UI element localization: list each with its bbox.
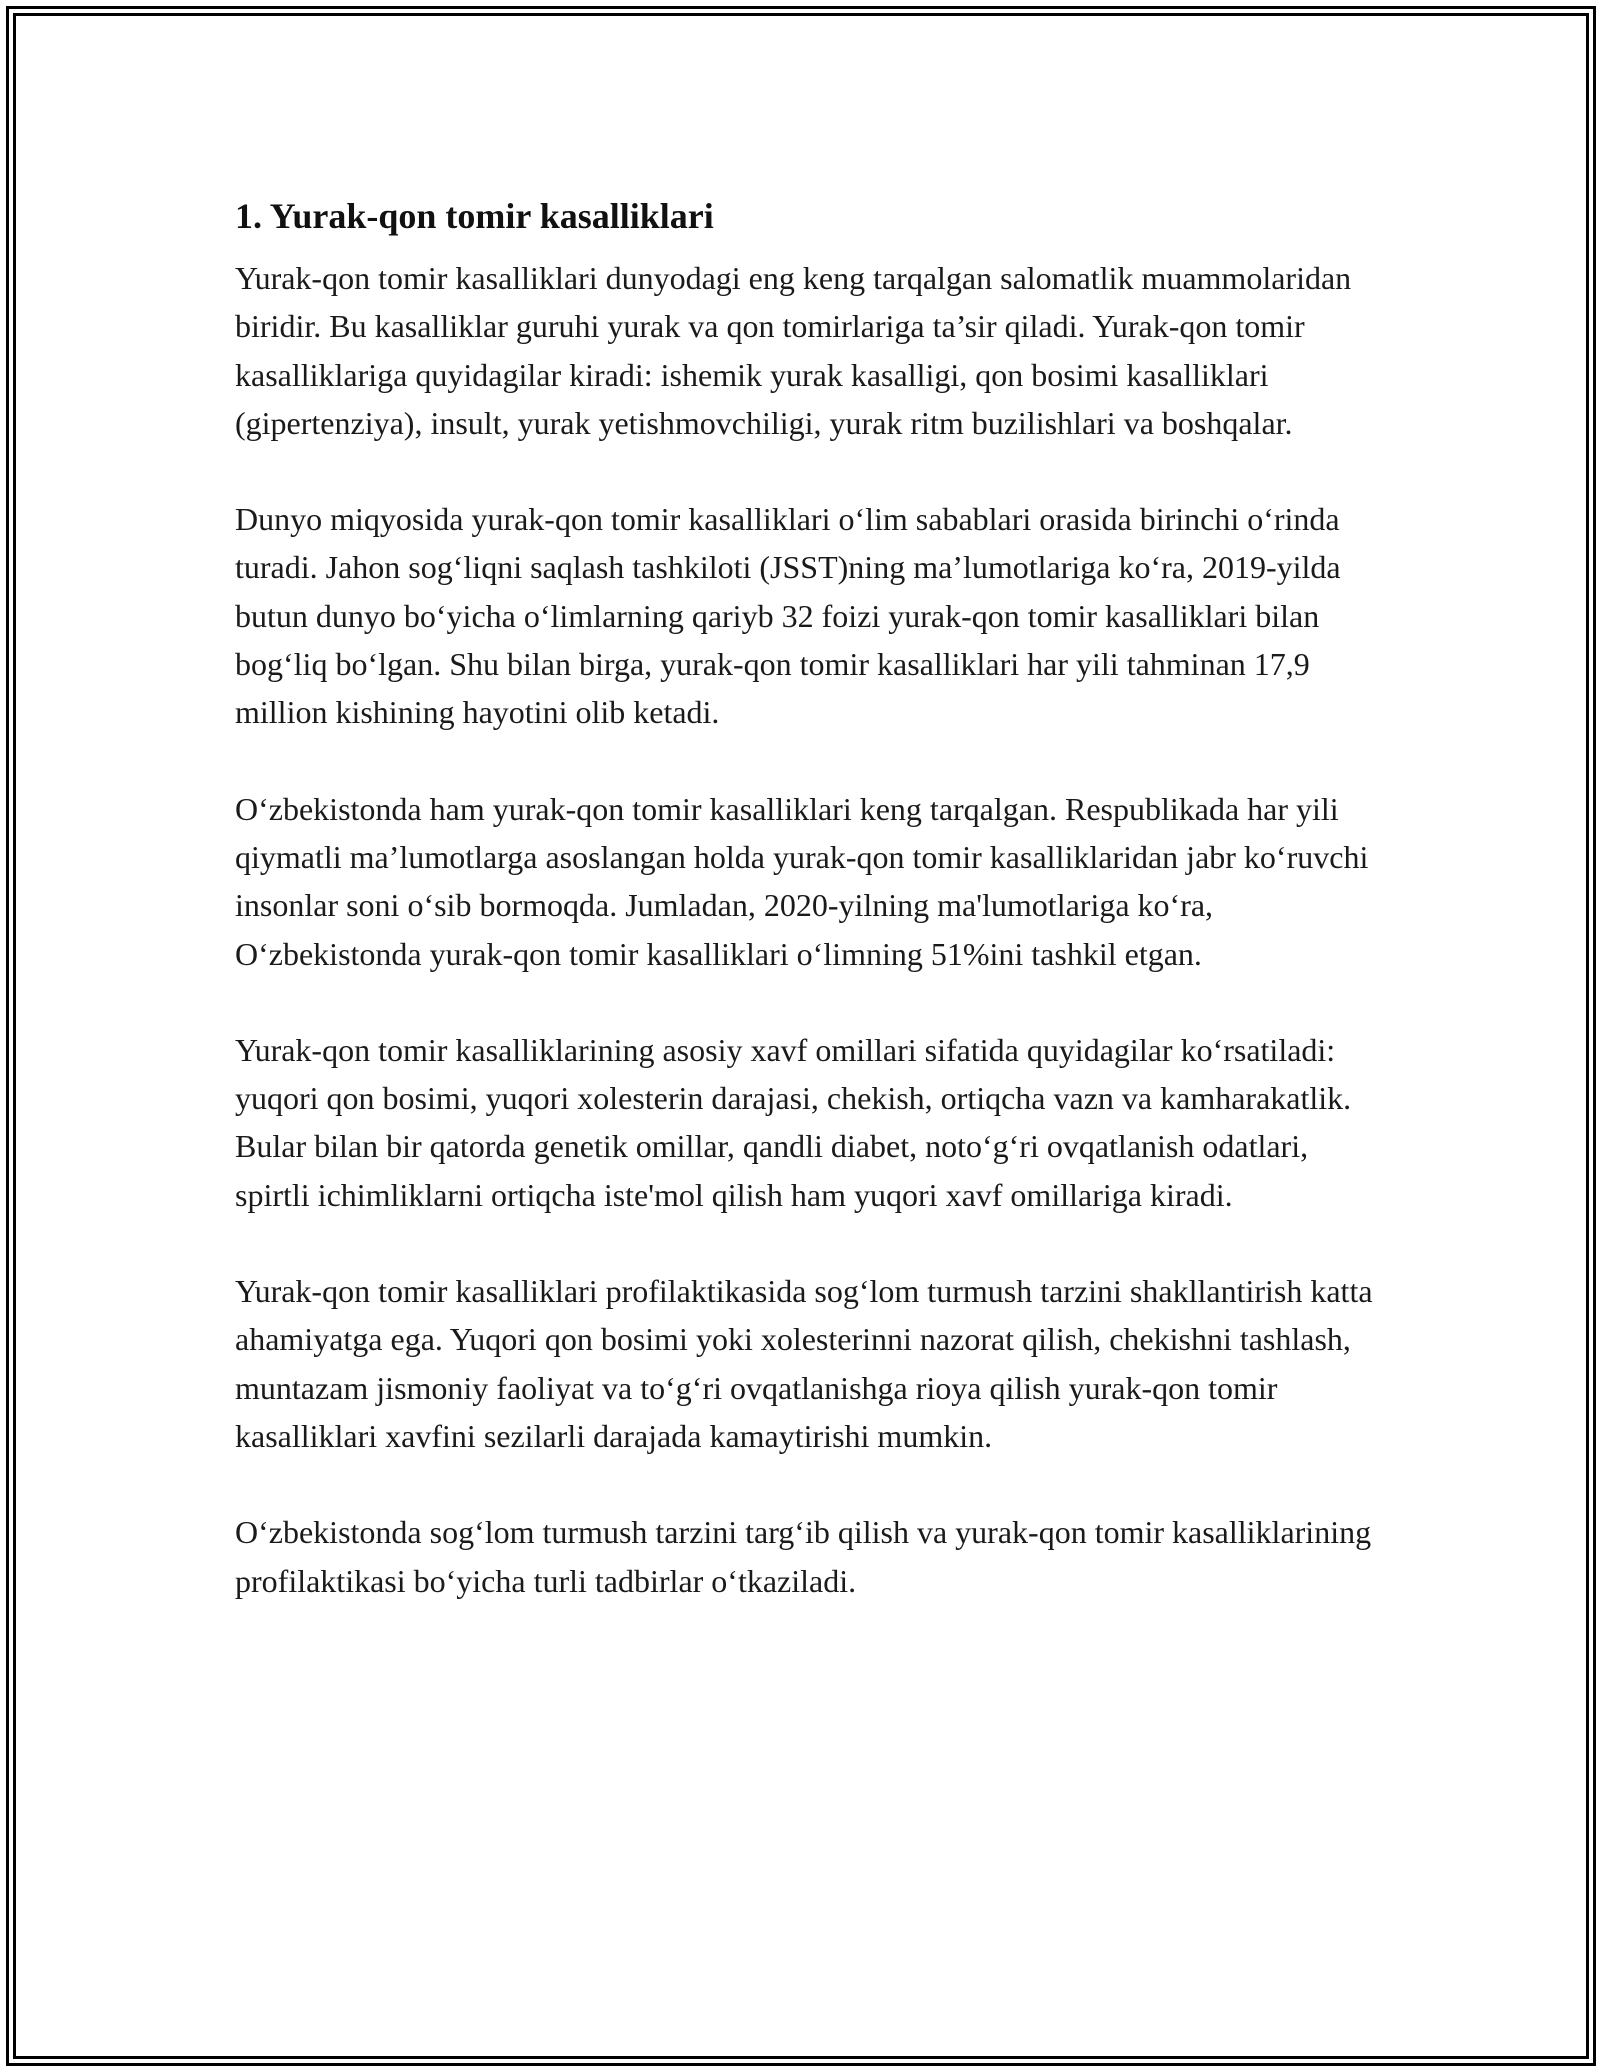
paragraph-intro: Yurak-qon tomir kasalliklari dunyodagi eng keng tarqalgan salomatlik muammolaridan biridir. Bu kasalliklar guruhi yurak va qon tomirlariga ta’sir qiladi. Yurak-qon tomir kasalliklariga quyidagilar kiradi: ishemik yurak kasalligi, qon bosimi kasalliklari (gipertenziya), insult, yurak yetishmovchiligi, yurak ritm buzilishlari va boshqalar. bbox=[235, 260, 1352, 441]
paragraph-activities: O‘zbekistonda sog‘lom turmush tarzini targ‘ib qilish va yurak-qon tomir kasalliklarining profilaktikasi bo‘yicha turli tadbirlar o‘tkaziladi. bbox=[235, 1514, 1372, 1599]
paragraph-risk-factors: Yurak-qon tomir kasalliklarining asosiy xavf omillari sifatida quyidagilar ko‘rsatiladi: yuqori qon bosimi, yuqori xolesterin darajasi, chekish, ortiqcha vazn va kamharakatlik. Bular bilan bir qatorda genetik omillar, qandli diabet, noto‘g‘ri ovqatlanish odatlari, spirtli ichimliklarni ortiqcha iste'mol qilish ham yuqori xavf omillariga kiradi. bbox=[235, 1031, 1352, 1213]
paragraph-prevention: Yurak-qon tomir kasalliklari profilaktikasida sog‘lom turmush tarzini shakllantirish katta ahamiyatga ega. Yuqori qon bosimi yoki xolesterinni nazorat qilish, chekishni tashlash, muntazam jismoniy faoliyat va to‘g‘ri ovqatlanishga rioya qilish yurak-qon tomir kasalliklari xavfini sezilarli darajada kamaytirishi mumkin. bbox=[235, 1273, 1373, 1454]
paragraph-global-statistics: Dunyo miqyosida yurak-qon tomir kasalliklari o‘lim sabablari orasida birinchi o‘rinda turadi. Jahon sog‘liqni saqlash tashkiloti (JSST)ning ma’lumotlariga ko‘ra, 2019-yilda butun dunyo bo‘yicha o‘limlarning qariyb 32 foizi yurak-qon tomir kasalliklari bilan bog‘liq bo‘lgan. Shu bilan birga, yurak-qon tomir kasalliklari har yili tahminan 17,9 million kishining hayotini olib ketadi. bbox=[235, 501, 1341, 731]
section-heading: 1. Yurak-qon tomir kasalliklari bbox=[235, 196, 714, 236]
document-body bbox=[235, 180, 1380, 1653]
paragraph-uzbekistan-statistics: O‘zbekistonda ham yurak-qon tomir kasalliklari keng tarqalgan. Respublikada har yili qiymatli ma’lumotlarga asoslangan holda yurak-qon tomir kasalliklaridan jabr ko‘ruvchi insonlar soni o‘sib bormoqda. Jumladan, 2020-yilning ma'lumotlariga ko‘ra, O‘zbekistonda yurak-qon tomir kasalliklari o‘limning 51%ini tashkil etgan. bbox=[235, 790, 1369, 972]
